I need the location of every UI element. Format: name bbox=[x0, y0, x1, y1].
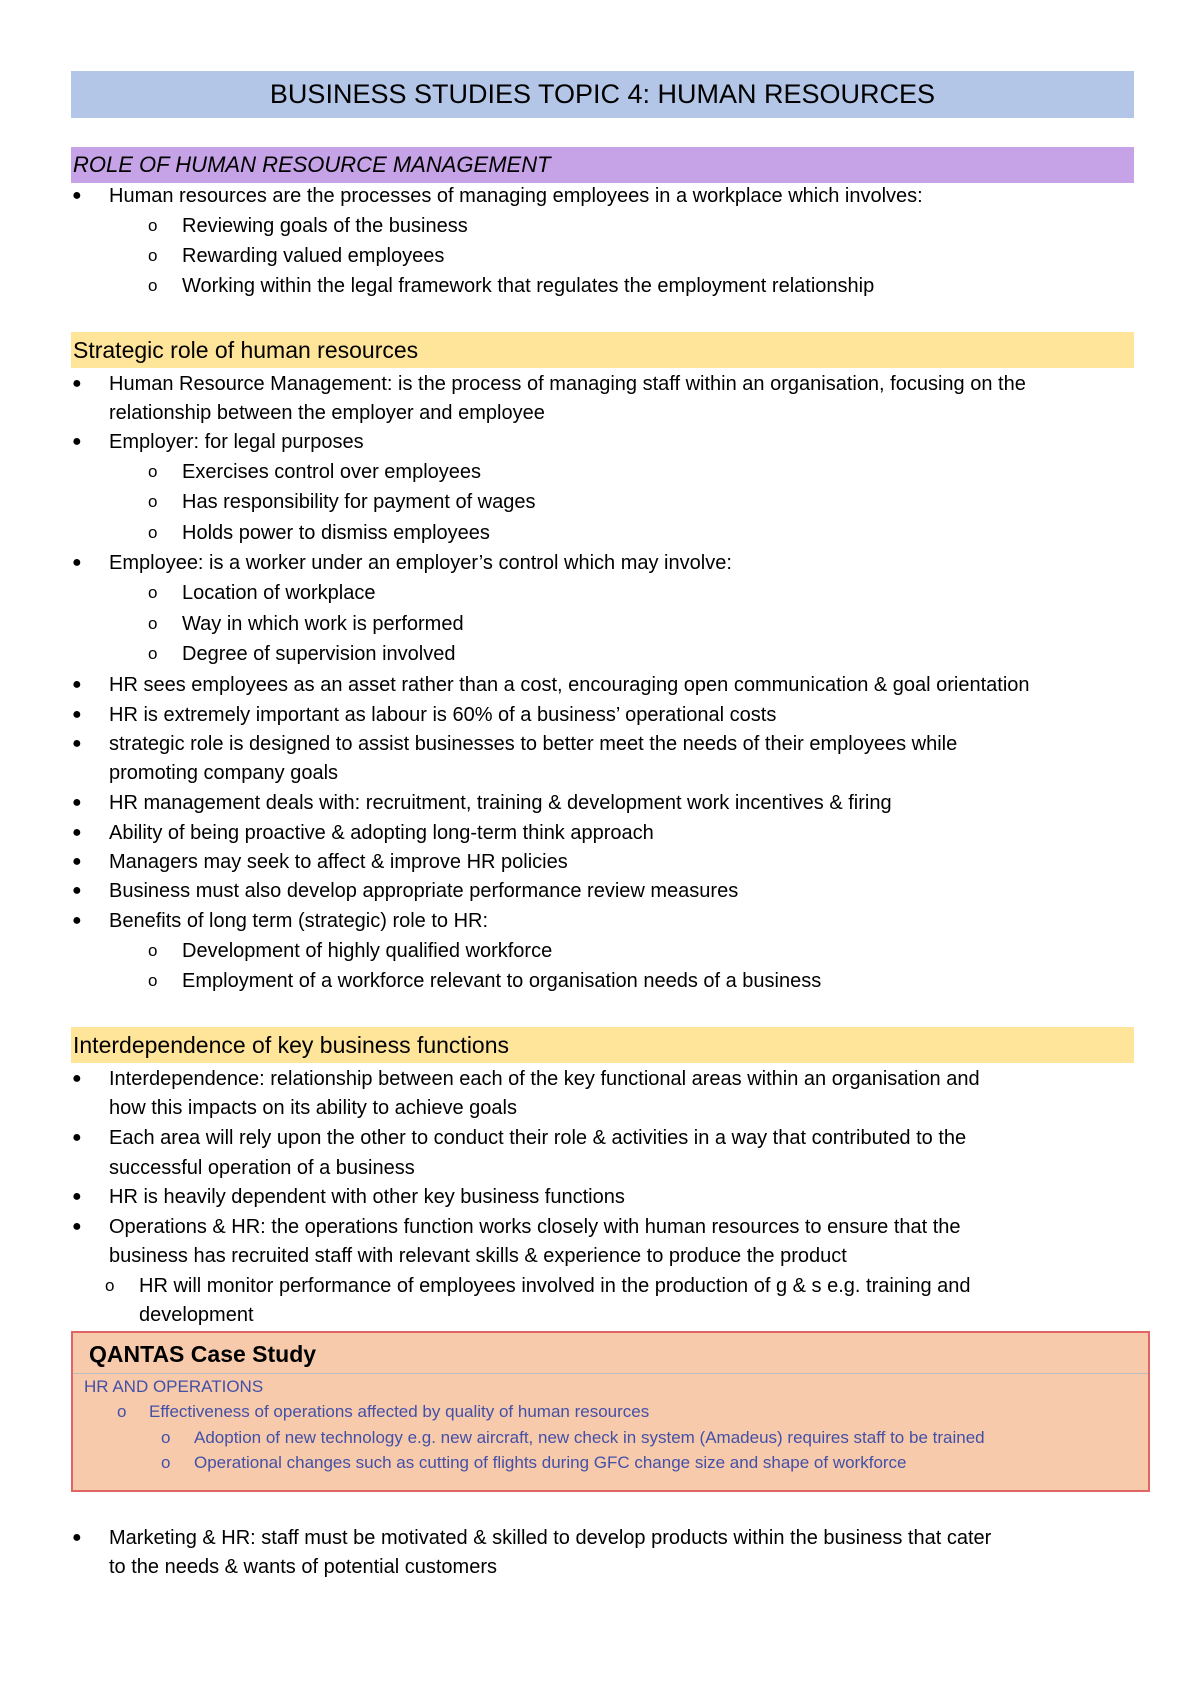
list-item-continued: to the needs & wants of potential customers bbox=[109, 1556, 497, 1578]
page-title: BUSINESS STUDIES TOPIC 4: HUMAN RESOURCES bbox=[71, 71, 1134, 118]
list-item: Each area will rely upon the other to conduct their role & activities in a way that contributed to the bbox=[109, 1127, 967, 1149]
case-study-subpoint: Operational changes such as cutting of flights during GFC change size and shape of workforce bbox=[194, 1453, 907, 1472]
sub-list-item: Rewarding valued employees bbox=[182, 245, 445, 267]
list-item: HR is extremely important as labour is 60% of a business’ operational costs bbox=[109, 704, 777, 726]
sub-list-item: Has responsibility for payment of wages bbox=[182, 491, 536, 513]
sub-bullet-icon: o bbox=[148, 523, 158, 542]
list-item: HR sees employees as an asset rather than a cost, encouraging open communication & goal orientation bbox=[109, 674, 1030, 696]
sub-list-item: Employment of a workforce relevant to organisation needs of a business bbox=[182, 970, 822, 992]
bullet-icon: ● bbox=[72, 853, 82, 870]
section-heading-interdependence: Interdependence of key business functions bbox=[71, 1027, 1134, 1063]
bullet-icon: ● bbox=[72, 794, 82, 811]
list-item-continued: business has recruited staff with relevant skills & experience to produce the product bbox=[109, 1245, 847, 1267]
list-item-continued: how this impacts on its ability to achieve goals bbox=[109, 1097, 517, 1119]
sub-list-item: HR will monitor performance of employees involved in the production of g & s e.g. training and bbox=[139, 1275, 971, 1297]
bullet-icon: ● bbox=[72, 554, 82, 571]
bullet-icon: ● bbox=[72, 1070, 82, 1087]
bullet-icon: ● bbox=[72, 187, 82, 204]
sub-bullet-icon: o bbox=[148, 644, 158, 663]
list-item: Marketing & HR: staff must be motivated & skilled to develop products within the business that cater bbox=[109, 1527, 992, 1549]
sub-bullet-icon: o bbox=[148, 216, 158, 235]
sub-bullet-icon: o bbox=[148, 276, 158, 295]
bullet-icon: ● bbox=[72, 824, 82, 841]
case-study-divider bbox=[73, 1373, 1148, 1374]
bullet-icon: ● bbox=[72, 433, 82, 450]
bullet-icon: ● bbox=[72, 912, 82, 929]
case-study-subpoint: Adoption of new technology e.g. new aircraft, new check in system (Amadeus) requires staff to be trained bbox=[194, 1428, 985, 1447]
bullet-icon: ● bbox=[72, 375, 82, 392]
list-item: Operations & HR: the operations function works closely with human resources to ensure that the bbox=[109, 1216, 961, 1238]
bullet-icon: ● bbox=[72, 1218, 82, 1235]
sub-bullet-icon: o bbox=[148, 941, 158, 960]
list-item-continued: promoting company goals bbox=[109, 762, 339, 784]
list-item: Interdependence: relationship between each of the key functional areas within an organisation and bbox=[109, 1068, 980, 1090]
bullet-icon: ● bbox=[72, 1188, 82, 1205]
bullet-icon: ● bbox=[72, 1129, 82, 1146]
sub-bullet-icon: o bbox=[148, 971, 158, 990]
list-item: Employee: is a worker under an employer’s control which may involve: bbox=[109, 552, 732, 574]
list-item: HR is heavily dependent with other key business functions bbox=[109, 1186, 625, 1208]
list-item: Business must also develop appropriate performance review measures bbox=[109, 880, 739, 902]
list-item: Employer: for legal purposes bbox=[109, 431, 364, 453]
sub-list-item: Holds power to dismiss employees bbox=[182, 522, 490, 544]
case-study-subtitle: HR AND OPERATIONS bbox=[84, 1377, 264, 1396]
sub-list-item: Way in which work is performed bbox=[182, 613, 464, 635]
sub-list-item: Reviewing goals of the business bbox=[182, 215, 468, 237]
section-heading-role: ROLE OF HUMAN RESOURCE MANAGEMENT bbox=[71, 147, 1134, 183]
bullet-icon: ● bbox=[72, 1529, 82, 1546]
sub-list-item: Exercises control over employees bbox=[182, 461, 482, 483]
bullet-icon: ● bbox=[72, 882, 82, 899]
list-item: Benefits of long term (strategic) role to HR: bbox=[109, 910, 489, 932]
list-item: strategic role is designed to assist businesses to better meet the needs of their employees while bbox=[109, 733, 958, 755]
list-item: Managers may seek to affect & improve HR policies bbox=[109, 851, 568, 873]
sub-bullet-icon: o bbox=[117, 1402, 127, 1421]
sub-bullet-icon: o bbox=[161, 1453, 171, 1472]
sub-bullet-icon: o bbox=[148, 462, 158, 481]
sub-list-item: Degree of supervision involved bbox=[182, 643, 456, 665]
list-item-continued: successful operation of a business bbox=[109, 1157, 415, 1179]
case-study-point: Effectiveness of operations affected by quality of human resources bbox=[149, 1402, 650, 1421]
list-item: HR management deals with: recruitment, training & development work incentives & firing bbox=[109, 792, 892, 814]
bullet-icon: ● bbox=[72, 676, 82, 693]
sub-bullet-icon: o bbox=[148, 583, 158, 602]
list-item: Human resources are the processes of managing employees in a workplace which involves: bbox=[109, 185, 923, 207]
sub-bullet-icon: o bbox=[105, 1276, 115, 1295]
sub-bullet-icon: o bbox=[161, 1428, 171, 1447]
sub-list-item: Working within the legal framework that regulates the employment relationship bbox=[182, 275, 875, 297]
case-study-box bbox=[71, 1331, 1150, 1492]
list-item: Human Resource Management: is the process of managing staff within an organisation, focusing on the bbox=[109, 373, 1026, 395]
case-study-title: QANTAS Case Study bbox=[89, 1341, 317, 1367]
sub-list-item-continued: development bbox=[139, 1304, 254, 1326]
sub-list-item: Location of workplace bbox=[182, 582, 376, 604]
list-item: Ability of being proactive & adopting long-term think approach bbox=[109, 822, 654, 844]
sub-list-item: Development of highly qualified workforce bbox=[182, 940, 553, 962]
sub-bullet-icon: o bbox=[148, 246, 158, 265]
sub-bullet-icon: o bbox=[148, 614, 158, 633]
bullet-icon: ● bbox=[72, 706, 82, 723]
bullet-icon: ● bbox=[72, 735, 82, 752]
sub-bullet-icon: o bbox=[148, 492, 158, 511]
section-heading-strategic: Strategic role of human resources bbox=[71, 332, 1134, 368]
list-item-continued: relationship between the employer and employee bbox=[109, 402, 545, 424]
